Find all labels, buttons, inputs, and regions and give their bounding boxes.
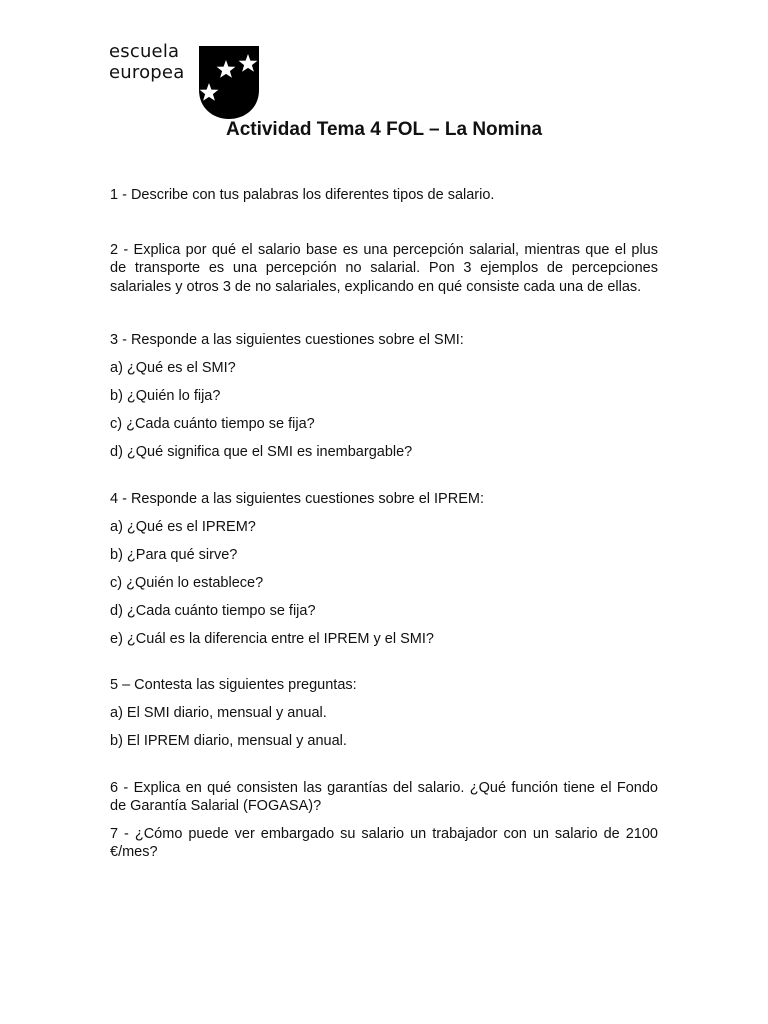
question-3c: c) ¿Cada cuánto tiempo se fija? (110, 416, 315, 432)
question-3: 3 - Responde a las siguientes cuestiones sobre el SMI: (110, 332, 464, 348)
question-3d: d) ¿Qué significa que el SMI es inembargable? (110, 444, 413, 460)
question-list (110, 186, 658, 862)
question-5b: b) El IPREM diario, mensual y anual. (110, 733, 347, 749)
logo-line-1: escuela (109, 41, 180, 62)
question-4a: a) ¿Qué es el IPREM? (110, 518, 256, 535)
question-4d: d) ¿Cada cuánto tiempo se fija? (110, 602, 316, 619)
question-4: 4 - Responde a las siguientes cuestiones sobre el IPREM: (110, 490, 484, 507)
logo-line-2: europea (109, 62, 185, 83)
question-3a: a) ¿Qué es el SMI? (110, 360, 236, 376)
question-4b: b) ¿Para qué sirve? (110, 546, 238, 563)
question-1: 1 - Describe con tus palabras los diferentes tipos de salario. (110, 187, 495, 203)
shield-stars-icon (197, 46, 261, 120)
question-2: 2 - Explica por qué el salario base es una percepción salarial, mientras que el plus de transporte es una percepción no salarial. Pon 3 ejemplos de percepciones salariales y otros 3 de no salariales, explicando en qué consiste cada una de ellas. (110, 241, 658, 295)
question-6: 6 - Explica en qué consisten las garantías del salario. ¿Qué función tiene el Fondo de Garantía Salarial (FOGASA)? (110, 779, 658, 814)
school-logo-text (109, 41, 184, 83)
question-4e: e) ¿Cuál es la diferencia entre el IPREM y el SMI? (110, 630, 434, 647)
question-5a: a) El SMI diario, mensual y anual. (110, 705, 327, 721)
question-4c: c) ¿Quién lo establece? (110, 574, 264, 591)
page-title: Actividad Tema 4 FOL – La Nomina (225, 119, 543, 140)
question-3b: b) ¿Quién lo fija? (110, 388, 221, 404)
question-5: 5 – Contesta las siguientes preguntas: (110, 677, 357, 693)
question-7: 7 - ¿Cómo puede ver embargado su salario un trabajador con un salario de 2100 €/mes? (110, 825, 658, 860)
